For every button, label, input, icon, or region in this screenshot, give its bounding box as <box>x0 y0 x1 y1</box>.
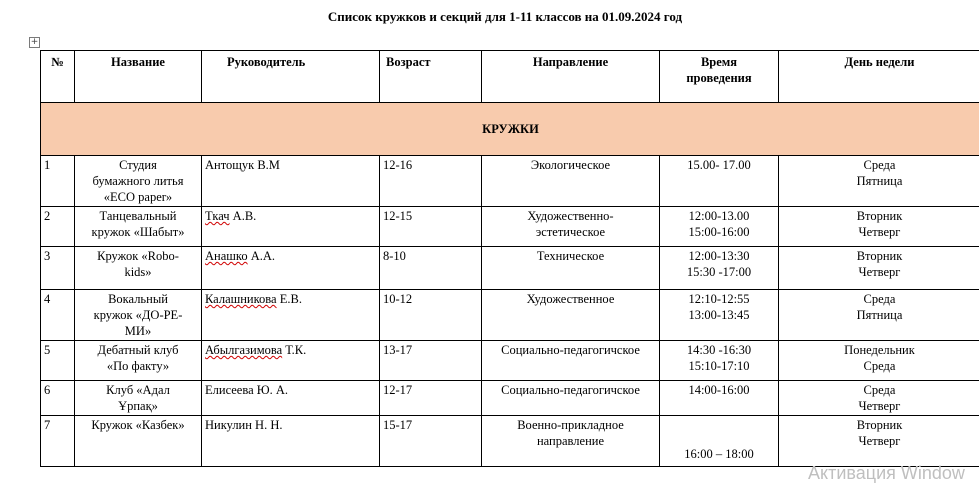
header-time <box>660 51 779 103</box>
cell-line: Художественное <box>526 292 615 306</box>
cell-line: 14:00-16:00 <box>688 383 750 397</box>
cell-num: 5 <box>41 341 75 381</box>
header-name: Название <box>75 51 202 103</box>
cell-age: 12-16 <box>380 156 482 207</box>
cell-line: Кружок «Казбек» <box>91 418 185 432</box>
cell-line: «По факту» <box>106 359 170 373</box>
cell-num: 7 <box>41 416 75 467</box>
header-row <box>41 51 979 103</box>
cell-line: Художественно- <box>527 209 614 223</box>
cell-line: 16:00 – 18:00 <box>684 447 754 461</box>
cell-line: эстетическое <box>535 225 606 239</box>
document-title: Список кружков и секций для 1-11 классов на 01.09.2024 год <box>327 9 683 24</box>
cell-line: Вторник <box>856 209 903 223</box>
cell-line: kids» <box>124 265 152 279</box>
cell-direction <box>482 207 660 247</box>
cell-direction <box>482 290 660 341</box>
cell-line: 12:00-13.00 <box>688 209 750 223</box>
table-row <box>41 247 979 290</box>
cell-line: кружок «Шабыт» <box>91 225 185 239</box>
cell-line: Социально-педагогичское <box>501 343 640 357</box>
cell-age: 15-17 <box>380 416 482 467</box>
cell-time <box>660 156 779 207</box>
cell-day <box>779 341 979 381</box>
cell-line: Кружок «Robo- <box>97 249 179 263</box>
cell-direction <box>482 247 660 290</box>
cell-leader: Анашко А.А. <box>202 247 380 290</box>
cell-line: Вторник <box>856 418 903 432</box>
section-label: КРУЖКИ <box>41 103 979 156</box>
cell-time <box>660 341 779 381</box>
cell-line: Танцевальный <box>99 209 177 223</box>
cell-line: Пятница <box>856 174 903 188</box>
cell-time <box>660 290 779 341</box>
table-row <box>41 341 979 381</box>
cell-line: Военно-прикладное <box>517 418 624 432</box>
cell-num: 3 <box>41 247 75 290</box>
cell-line: 13:00-13:45 <box>688 308 750 322</box>
cell-line: 15.00- 17.00 <box>687 158 751 172</box>
cell-num: 2 <box>41 207 75 247</box>
cell-num: 1 <box>41 156 75 207</box>
cell-age: 12-17 <box>380 381 482 416</box>
cell-direction <box>482 341 660 381</box>
cell-time <box>660 416 779 467</box>
cell-age: 8-10 <box>380 247 482 290</box>
cell-time <box>660 247 779 290</box>
cell-age: 12-15 <box>380 207 482 247</box>
cell-time <box>660 207 779 247</box>
cell-line: Ұрпақ» <box>118 399 158 413</box>
cell-line: бумажного литья <box>92 174 184 188</box>
cell-line: 15:10-17:10 <box>688 359 750 373</box>
cell-line: Техническое <box>536 249 605 263</box>
cell-direction <box>482 381 660 416</box>
cell-num: 4 <box>41 290 75 341</box>
cell-line: 15:00-16:00 <box>688 225 750 239</box>
activation-watermark: Активация Window <box>808 463 965 483</box>
header-day: День недели <box>779 51 979 103</box>
cell-name <box>75 156 202 207</box>
cell-name <box>75 207 202 247</box>
cell-time <box>660 381 779 416</box>
table-move-handle-icon[interactable]: + <box>30 37 39 47</box>
cell-name <box>75 290 202 341</box>
header-direction: Направление <box>482 51 660 103</box>
table-row <box>41 416 979 467</box>
cell-line: Четверг <box>858 399 901 413</box>
cell-line: Вокальный <box>108 292 168 306</box>
cell-line: Среда <box>863 292 896 306</box>
cell-leader: Никулин Н. Н. <box>202 416 380 467</box>
cell-day <box>779 381 979 416</box>
cell-line: Вторник <box>856 249 903 263</box>
cell-line: 12:00-13:30 <box>688 249 750 263</box>
cell-line: 15:30 -17:00 <box>686 265 752 279</box>
cell-leader: Антощук В.М <box>202 156 380 207</box>
cell-line: Среда <box>863 383 896 397</box>
cell-line: направление <box>536 434 604 448</box>
section-row <box>41 103 979 156</box>
cell-num: 6 <box>41 381 75 416</box>
cell-leader: Абылгазимова Т.К. <box>202 341 380 381</box>
cell-line: Дебатный клуб <box>97 343 179 357</box>
cell-line: МИ» <box>124 324 152 338</box>
header-num: № <box>41 51 75 103</box>
cell-line: Социально-педагогичское <box>501 383 640 397</box>
cell-line: кружок «ДО-РЕ- <box>93 308 183 322</box>
cell-name <box>75 381 202 416</box>
cell-line: Четверг <box>858 434 901 448</box>
table-row <box>41 381 979 416</box>
cell-line: 14:30 -16:30 <box>686 343 752 357</box>
cell-line: Среда <box>863 158 896 172</box>
cell-line: Понедельник <box>844 343 915 357</box>
cell-direction <box>482 416 660 467</box>
table-row <box>41 207 979 247</box>
cell-age: 10-12 <box>380 290 482 341</box>
cell-line: «ECO paper» <box>103 190 173 204</box>
cell-line: Среда <box>863 359 896 373</box>
table-row <box>41 156 979 207</box>
cell-leader: Калашникова Е.В. <box>202 290 380 341</box>
header-time-line2: проведения <box>686 71 752 85</box>
table-body <box>41 156 979 467</box>
cell-leader: Ткач А.В. <box>202 207 380 247</box>
cell-line: 12:10-12:55 <box>688 292 750 306</box>
cell-name <box>75 247 202 290</box>
cell-day <box>779 416 979 467</box>
cell-line: Клуб «Адал <box>106 383 170 397</box>
cell-direction <box>482 156 660 207</box>
cell-line: Экологическое <box>530 158 611 172</box>
header-time-line1: Время <box>700 55 738 69</box>
table-row <box>41 290 979 341</box>
cell-leader: Елисеева Ю. А. <box>202 381 380 416</box>
cell-day <box>779 156 979 207</box>
cell-day <box>779 207 979 247</box>
cell-line: Четверг <box>858 225 901 239</box>
header-leader: Руководитель <box>202 51 380 103</box>
cell-line: Студия <box>119 158 157 172</box>
cell-day <box>779 247 979 290</box>
cell-age: 13-17 <box>380 341 482 381</box>
schedule-table <box>40 50 979 467</box>
cell-name <box>75 416 202 467</box>
cell-name <box>75 341 202 381</box>
cell-line: Пятница <box>856 308 903 322</box>
cell-line: Четверг <box>858 265 901 279</box>
cell-day <box>779 290 979 341</box>
header-age: Возраст <box>380 51 482 103</box>
